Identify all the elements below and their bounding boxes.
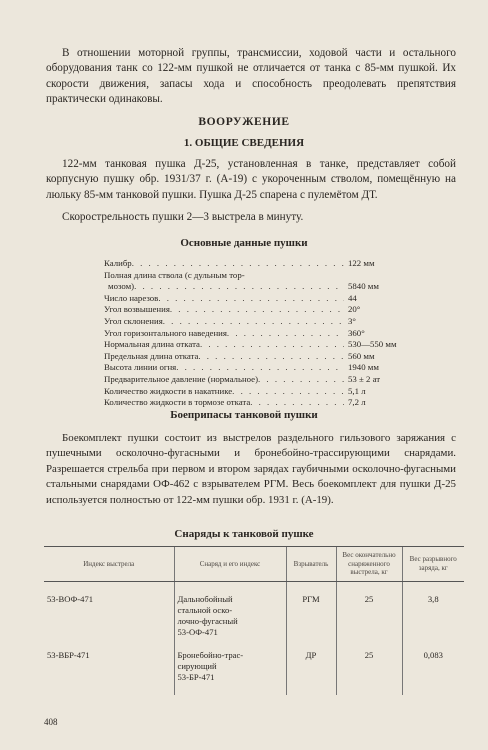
spec-row: Угол горизонтального наведения . . . 360° [104, 328, 404, 340]
table-row [44, 594, 464, 638]
intro-paragraph: В отношении моторной группы, трансмиссии, ходовой части и остального оборудования танк со 122-мм пушкой не отличается от танка с 85-мм пушкой. Их скорости движения, запасы хода и способность преодолевать препятствия практически одинаковы. [46, 47, 456, 106]
cell-index: 53-ВБР-471 [47, 649, 90, 660]
cell-charge: 0,083 [402, 650, 464, 683]
spec-row: Предельная длина отката . . . 560 мм [104, 351, 404, 363]
ammo-table [44, 546, 464, 695]
section-title: ВООРУЖЕНИЕ [198, 116, 290, 128]
cell-charge: 3,8 [402, 594, 464, 638]
ammo-title: Боеприпасы танковой пушки [170, 409, 318, 421]
page-number: 408 [44, 717, 58, 727]
spec-row: Число нарезов . . . 44 [104, 293, 404, 305]
col-header-index: Индекс выстрела [44, 547, 174, 582]
cell-index: 53-ВОФ-471 [47, 593, 94, 604]
spec-row: Количество жидкости в тормозе отката . . . 7,2 л [104, 397, 404, 409]
spec-row: Калибр . . . 122 мм [104, 258, 404, 270]
cell-weight: 25 [336, 650, 402, 683]
table-row [44, 650, 464, 683]
col-header-shell: Снаряд и его индекс [174, 547, 286, 582]
general-paragraph-1: 122-мм танковая пушка Д-25, установленная в танке, представляет собой корпусную пушку обр. 1931/37 г. (А-19) с укороченным стволом, помещённую на люльку 85-мм танковой пушки. Пушка Д-25 спарена с пулемётом ДТ. [46, 158, 456, 201]
spec-row: Угол склонения . . . 3° [104, 316, 404, 328]
subsection-title: 1. ОБЩИЕ СВЕДЕНИЯ [183, 137, 305, 149]
cell-fuze: РГМ [286, 594, 336, 638]
spec-row: мозом) . . . 5840 мм [104, 281, 404, 293]
col-header-charge: Вес разрывного заряда, кг [402, 547, 464, 582]
col-header-weight: Вес окончательно снаряженного выстрела, кг [336, 547, 402, 582]
cell-shell: Дальнобойный стальной оско- лочно-фугасный 53-ОФ-471 [174, 594, 286, 638]
ammo-paragraph: Боекомплект пушки состоит из выстрелов раздельного гильзового заряжания с пушечными осколочно-фугасными и бронебойно-трассирующими снарядами. Разрешается стрельба при первом и втором зарядах гаубичными осколочно-фугасными стальными снарядами ОФ-462 с взрывателем РГМ. Весь боекомплект для пушки Д-25 используется полностью от 122-мм пушки обр. 1931 г. (А-19). [46, 432, 456, 506]
general-paragraph-2: Скорострельность пушки 2—3 выстрела в минуту. [62, 211, 304, 223]
cell-fuze: ДР [286, 650, 336, 683]
spec-row: Количество жидкости в накатнике . . . 5,1 л [104, 386, 404, 398]
spec-row: Нормальная длина отката . . . 530—550 мм [104, 339, 404, 351]
spec-row: Полная длина ствола (с дульным тор- [104, 269, 245, 280]
cell-shell: Бронебойно-трас- сирующий 53-БР-471 [174, 650, 286, 683]
table-title: Снаряды к танковой пушке [174, 528, 314, 540]
cell-weight: 25 [336, 594, 402, 638]
col-header-fuze: Взрыватель [286, 547, 336, 582]
table-header-row [44, 547, 464, 582]
specs-list [104, 258, 404, 409]
specs-title: Основные данные пушки [180, 237, 308, 249]
spec-row: Предварительное давление (нормальное) . . . 53 ± 2 ат [104, 374, 404, 386]
spec-row: Угол возвышения . . . 20° [104, 304, 404, 316]
spec-row: Высота линии огня . . . 1940 мм [104, 362, 404, 374]
